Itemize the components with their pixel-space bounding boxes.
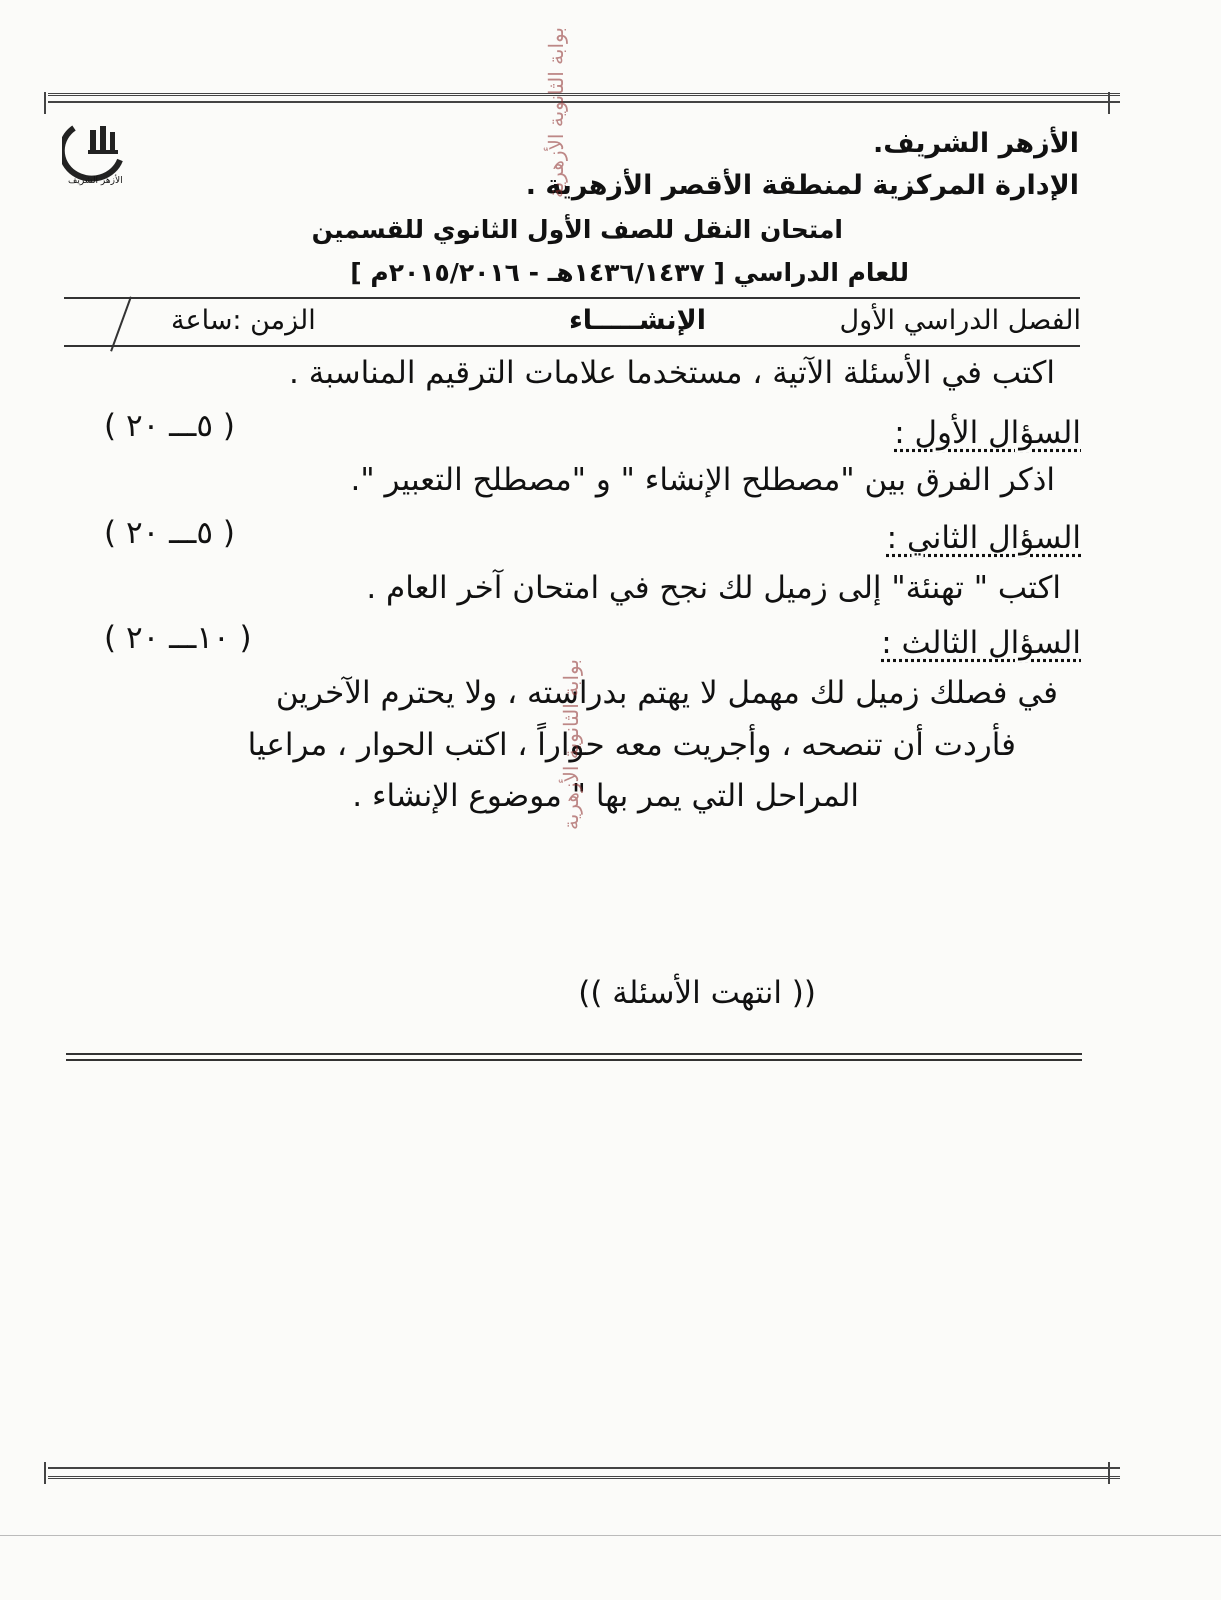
question-1-marks: ( ٥ـــ ٢٠ ) xyxy=(104,408,235,444)
separator xyxy=(66,1053,1082,1061)
question-2-text: اكتب " تهنئة" إلى زميل لك نجح في امتحان آخر العام . xyxy=(366,570,1061,606)
time-label xyxy=(171,305,316,336)
scan-edge xyxy=(0,1535,1221,1536)
end-of-questions: (( انتهت الأسئلة )) xyxy=(578,975,816,1011)
border-corner xyxy=(44,1462,46,1484)
instructions: اكتب في الأسئلة الآتية ، مستخدما علامات الترقيم المناسبة . xyxy=(289,355,1055,391)
question-2-marks: ( ٥ـــ ٢٠ ) xyxy=(104,515,235,551)
azhar-logo xyxy=(62,118,142,190)
term-label: الفصل الدراسي الأول xyxy=(839,305,1081,336)
question-3-line-3: المراحل التي يمر بها " موضوع الإنشاء . xyxy=(352,778,859,814)
time-value: الزمن :ساعة xyxy=(171,305,316,336)
pen-mark xyxy=(110,296,132,351)
exam-title: امتحان النقل للصف الأول الثانوي للقسمين xyxy=(311,215,843,244)
border-corner xyxy=(1108,92,1110,114)
question-1-heading: السؤال الأول : xyxy=(894,415,1081,451)
question-3-line-2: فأردت أن تنصحه ، وأجريت معه حواراً ، اكتب الحوار ، مراعيا xyxy=(247,727,1016,763)
question-3-line-1: في فصلك زميل لك مهمل لا يهتم بدراسته ، ولا يحترم الآخرين xyxy=(275,675,1058,711)
border-corner xyxy=(44,92,46,114)
question-1-text: اذكر الفرق بين "مصطلح الإنشاء " و "مصطلح التعبير ". xyxy=(350,462,1055,498)
question-3-heading: السؤال الثالث : xyxy=(881,625,1081,661)
institution-name: الأزهر الشريف. xyxy=(872,128,1079,159)
academic-year: للعام الدراسي [ ١٤٣٦/١٤٣٧هـ - ٢٠١٥/٢٠١٦م ] xyxy=(350,258,909,287)
question-2-heading: السؤال الثاني : xyxy=(886,520,1081,556)
administration-name: الإدارة المركزية لمنطقة الأقصر الأزهرية . xyxy=(525,170,1079,201)
subject-label: الإنشـــــاء xyxy=(568,305,706,336)
watermark-stamp: بوابة الثانوية الأزهرية xyxy=(544,27,568,199)
divider xyxy=(64,297,1080,299)
watermark-stamp: بوابة الثانوية الأزهرية xyxy=(559,659,583,831)
bottom-border xyxy=(48,1467,1120,1479)
divider xyxy=(64,345,1080,347)
border-corner xyxy=(1108,1462,1110,1484)
logo-caption: الأزهر الشريف xyxy=(68,176,123,186)
question-3-marks: ( ١٠ـــ ٢٠ ) xyxy=(104,620,252,656)
